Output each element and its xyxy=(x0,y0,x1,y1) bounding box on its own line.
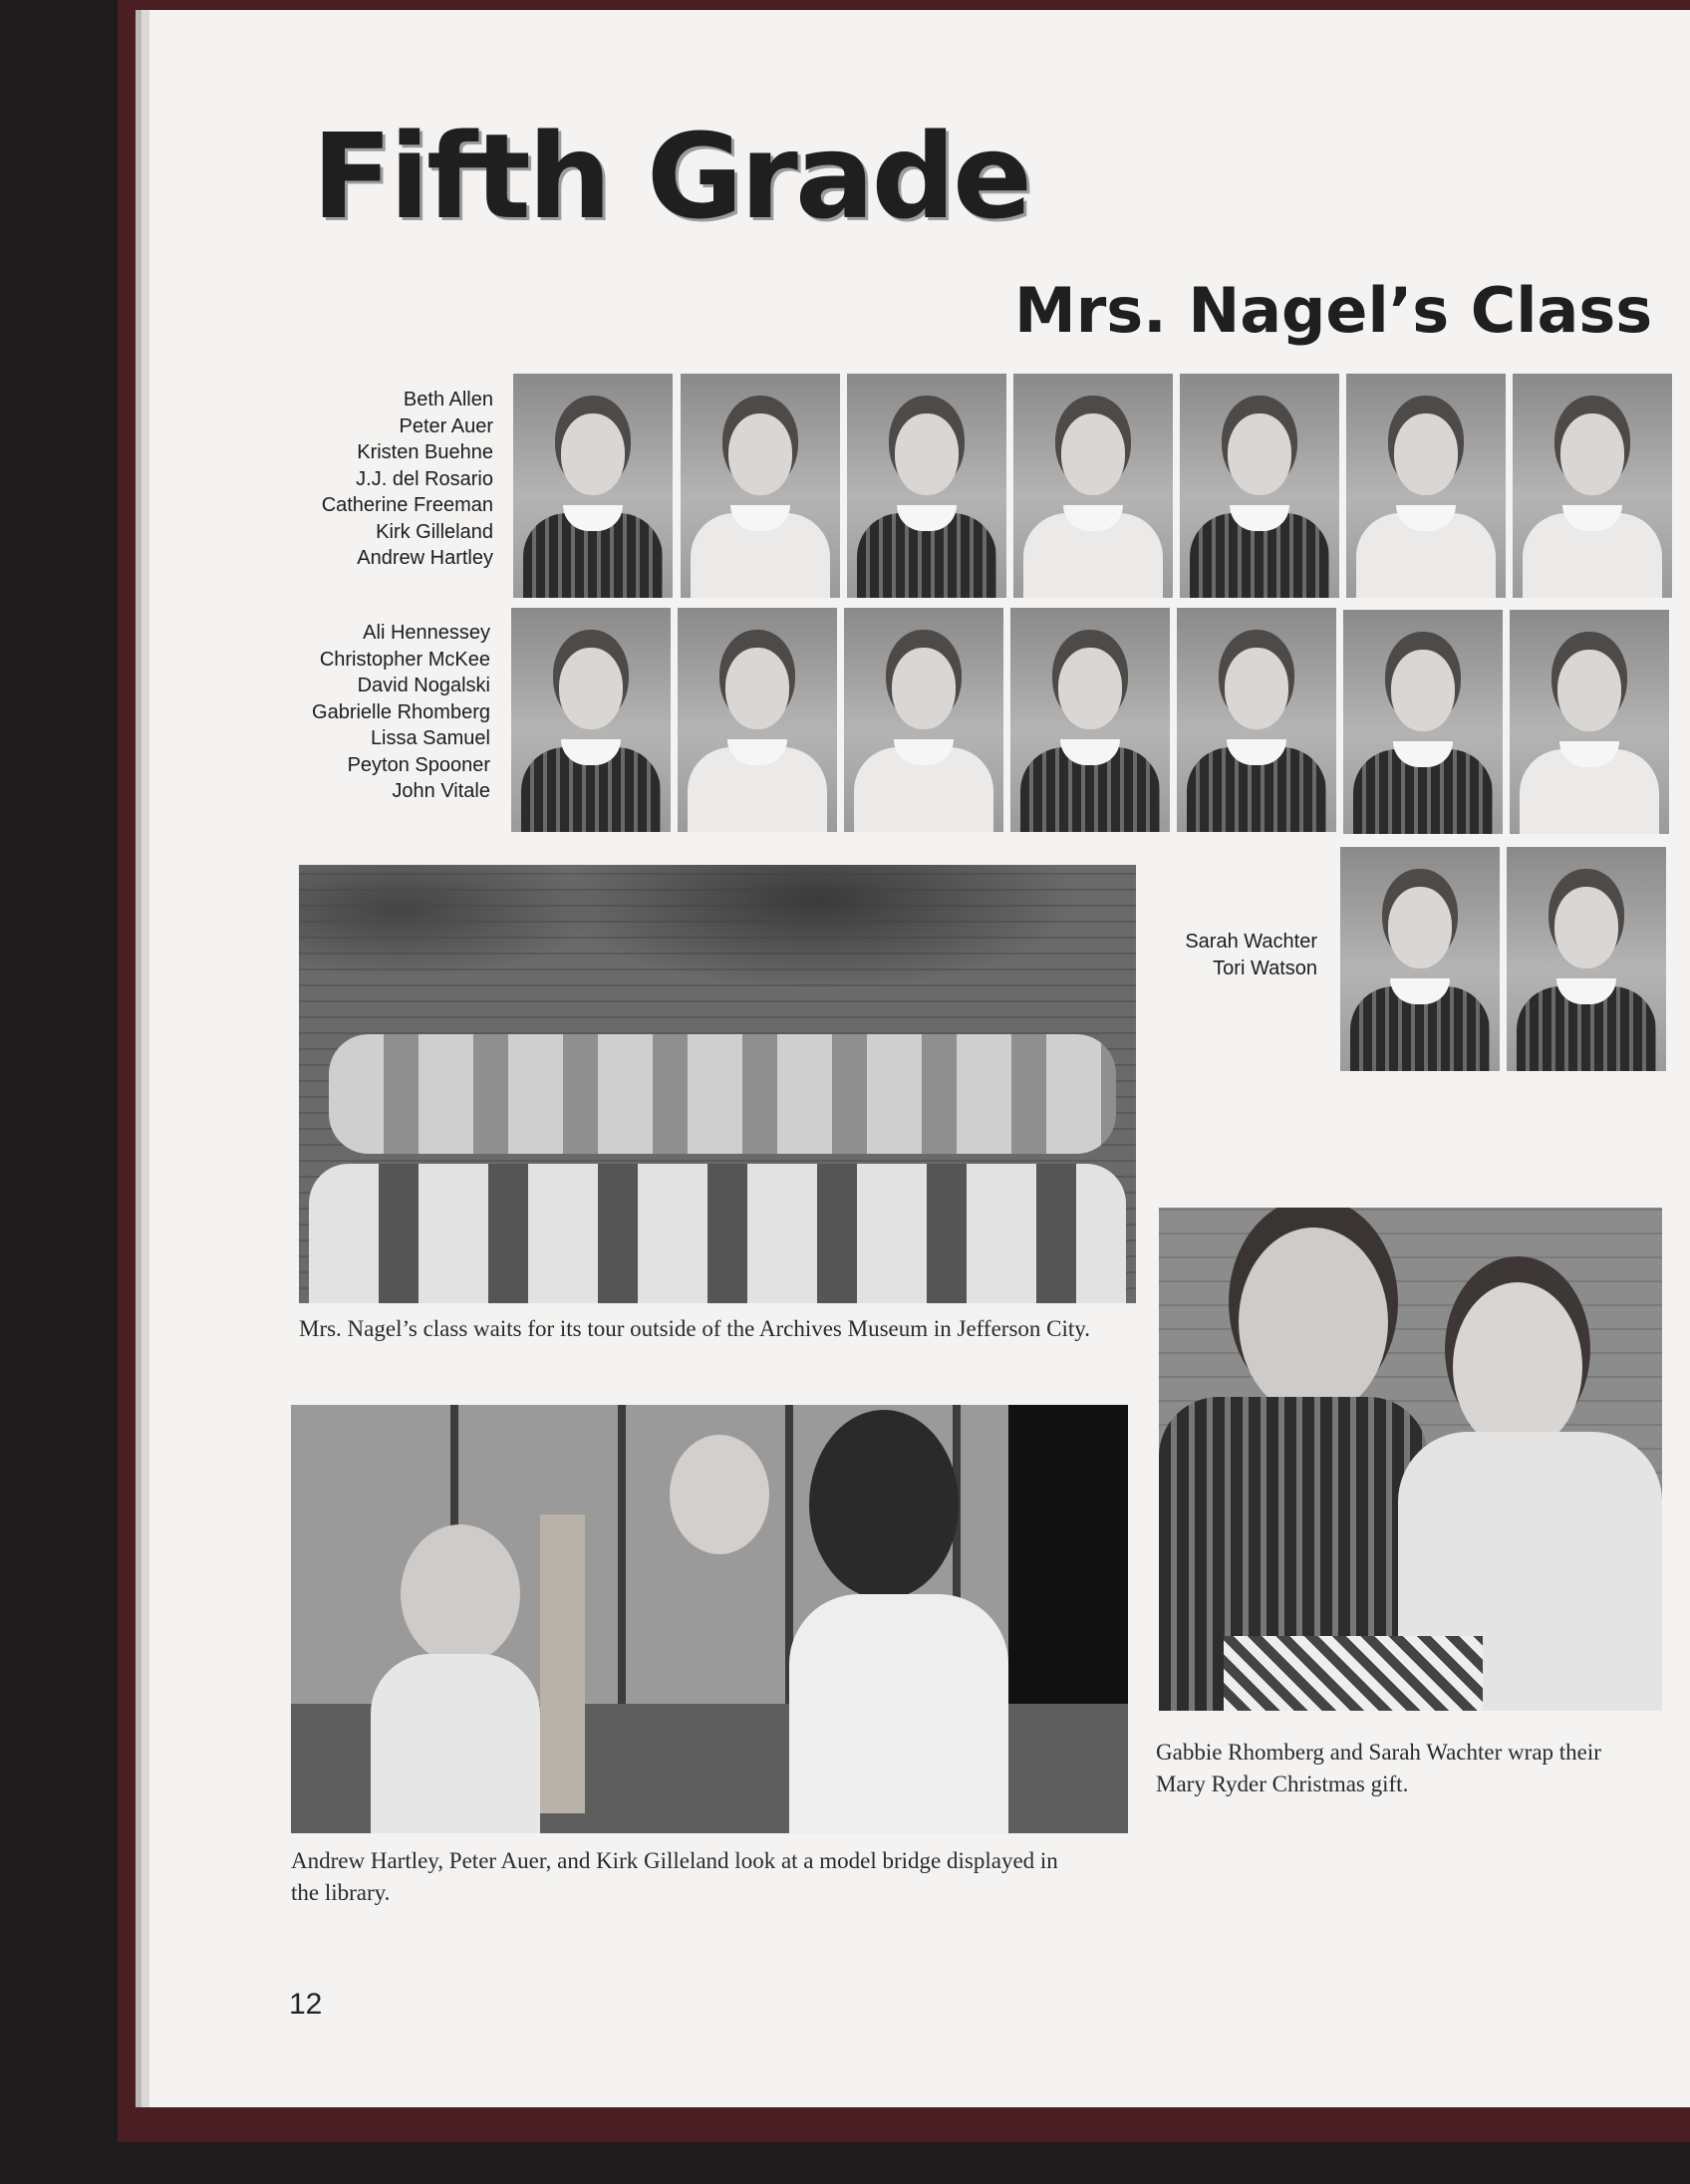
model-bridge-photo xyxy=(291,1405,1128,1833)
student-name: Catherine Freeman xyxy=(321,494,493,516)
student-name: Peyton Spooner xyxy=(347,753,490,776)
page-title: Fifth Grade xyxy=(312,108,1030,245)
student-name: Christopher McKee xyxy=(319,648,490,671)
student-portrait xyxy=(678,608,837,832)
student-portrait xyxy=(1507,847,1666,1071)
student-portrait xyxy=(1510,610,1669,834)
student-name: David Nogalski xyxy=(357,675,490,696)
student-portrait xyxy=(1010,608,1170,832)
student-portrait xyxy=(844,608,1003,832)
student-name: Tori Watson xyxy=(1213,956,1317,979)
bridge-photo-caption: Andrew Hartley, Peter Auer, and Kirk Gilleland look at a model bridge displayed in the library. xyxy=(291,1848,1058,1905)
student-name: Ali Hennessey xyxy=(363,622,490,644)
student-name: Kirk Gilleland xyxy=(376,520,493,543)
roster-row-2 xyxy=(291,620,490,805)
student-name: John Vitale xyxy=(392,780,490,802)
gift-wrapping-photo xyxy=(1159,1208,1662,1711)
student-portrait xyxy=(513,374,673,598)
student-name: Sarah Wachter xyxy=(1185,931,1317,953)
student-name: Beth Allen xyxy=(403,389,493,410)
student-portrait xyxy=(1340,847,1500,1071)
class-photo-caption: Mrs. Nagel’s class waits for its tour outside of the Archives Museum in Jefferson City. xyxy=(299,1316,1091,1341)
student-portrait xyxy=(1013,374,1173,598)
student-name: Kristen Buehne xyxy=(357,441,493,463)
student-portrait xyxy=(1177,608,1336,832)
class-group-photo xyxy=(299,865,1136,1303)
student-portrait xyxy=(1513,374,1672,598)
roster-row-3 xyxy=(1118,929,1317,981)
student-portrait xyxy=(1346,374,1506,598)
student-name: Gabrielle Rhomberg xyxy=(312,700,490,723)
gift-photo-caption: Gabbie Rhomberg and Sarah Wachter wrap their Mary Ryder Christmas gift. xyxy=(1156,1740,1601,1796)
student-portrait xyxy=(511,608,671,832)
roster-row-1 xyxy=(294,387,493,572)
student-name: Peter Auer xyxy=(399,414,493,437)
student-name: Lissa Samuel xyxy=(370,727,490,749)
class-subtitle: Mrs. Nagel’s Class xyxy=(1014,274,1653,347)
student-name: J.J. del Rosario xyxy=(356,467,493,490)
student-portrait xyxy=(1343,610,1503,834)
page-number: 12 xyxy=(289,1988,323,2021)
student-portrait xyxy=(1180,374,1339,598)
student-portrait xyxy=(681,374,840,598)
student-portrait xyxy=(847,374,1006,598)
student-name: Andrew Hartley xyxy=(357,547,493,569)
